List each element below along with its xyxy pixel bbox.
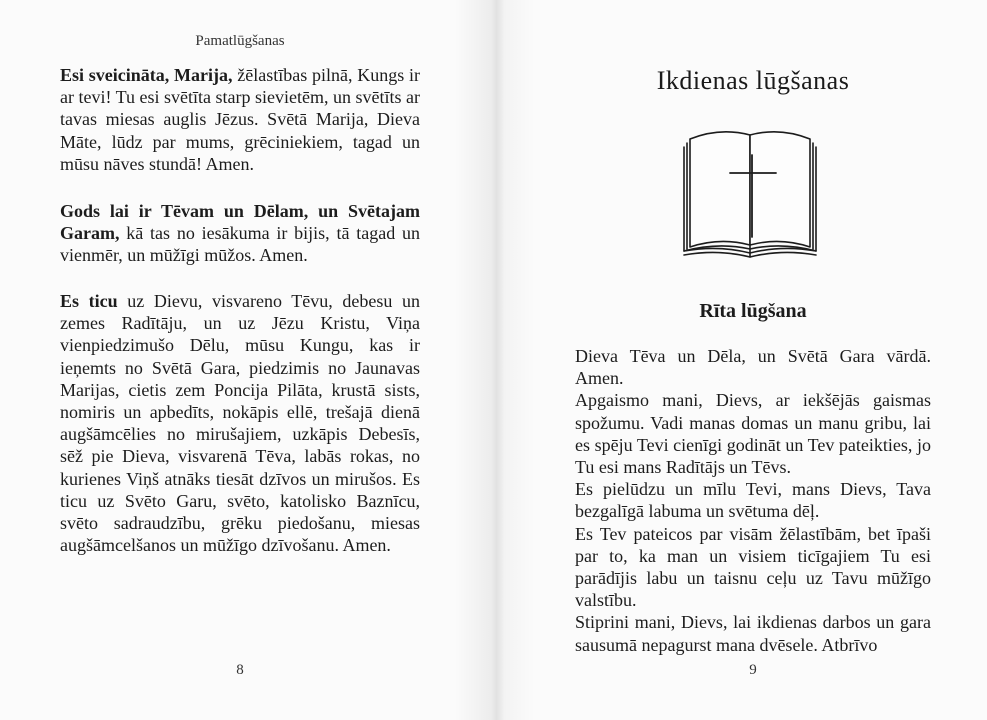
morning-prayer-text — [575, 345, 931, 656]
prayer-glory-be — [60, 200, 420, 267]
prayer-hail-mary — [60, 64, 420, 175]
right-page — [575, 0, 931, 720]
open-bible-with-cross-icon — [680, 125, 825, 260]
prayer-text: uz Dievu, visvareno Tēvu, debesu un zemes Radītāju, un uz Jēzu Kristu, Viņa vienpiedzimušo Dēlu, mūsu Kungu, kas ir ieņemts no Svētā Gara, piedzimis no Jaunavas Marijas, cietis zem Poncija Pilāta, krustā sists, nomiris un apbedīts, nokāpis ellē, trešajā dienā augšāmcēlies no mirušajiem, uzkāpis Debesīs, sēž pie Dieva, visvarenā Tēva, labās rokas, no kurienes Viņš atnāks tiesāt dzīvos un mirušos. Es ticu uz Svēto Garu, svēto, katolisko Baznīcu, svēto sadraudzību, grēku piedošanu, miesas augšāmcelšanos un mūžīgo dzīvošanu. Amen. — [60, 291, 420, 556]
running-head: Pamatlūgšanas — [195, 33, 285, 49]
prayer-lead: Gods lai ir Tēvam un Dēlam, un Svētajam Garam, — [60, 201, 420, 244]
page-number-right: 9 — [749, 662, 757, 678]
prayer-paragraph: Dieva Tēva un Dēla, un Svētā Gara vārdā. Amen. — [575, 346, 931, 389]
left-page — [60, 0, 420, 720]
prayer-paragraph: Apgaismo mani, Dievs, ar iekšējās gaismas spožumu. Vadi manas domas un manu gribu, lai es spēju Tevi cienīgi godināt un Tev pateikties, jo Tu esi mans Radītājs un Tēvs. — [575, 390, 931, 478]
prayer-paragraph: Stiprini mani, Dievs, lai ikdienas darbos un gara sausumā nepagurst mana dvēsele. Atbrīvo — [575, 612, 931, 655]
prayer-paragraph: Es Tev pateicos par visām žēlastībām, bet īpaši par to, ka man un visiem ticīgajiem Tu esi parādījis labu un taisnu ceļu uz Tavu mūžīgo valstību. — [575, 523, 931, 611]
prayer-lead: Es ticu — [60, 291, 118, 311]
prayer-paragraph: Es pielūdzu un mīlu Tevi, mans Dievs, Tava bezgalīgā labuma un svētuma dēļ. — [575, 479, 931, 522]
prayer-text: kā tas no iesākuma ir bijis, tā tagad un vienmēr, un mūžīgi mūžos. Amen. — [60, 223, 420, 266]
book-gutter-shadow — [455, 0, 535, 720]
prayer-lead: Esi sveicināta, Marija, — [60, 65, 233, 85]
section-title: Rīta lūgšana — [699, 300, 807, 322]
prayer-creed — [60, 290, 420, 556]
chapter-title: Ikdienas lūgšanas — [656, 66, 850, 95]
prayer-text: žēlastības pilnā, Kungs ir ar tevi! Tu esi svētīta starp sievietēm, un svētīts ar tavas miesas auglis Jēzus. Svētā Marija, Dieva Māte, lūdz par mums, grēciniekiem, tagad un mūsu nāves stundā! Amen. — [60, 65, 420, 174]
page-number-left: 8 — [236, 662, 244, 678]
